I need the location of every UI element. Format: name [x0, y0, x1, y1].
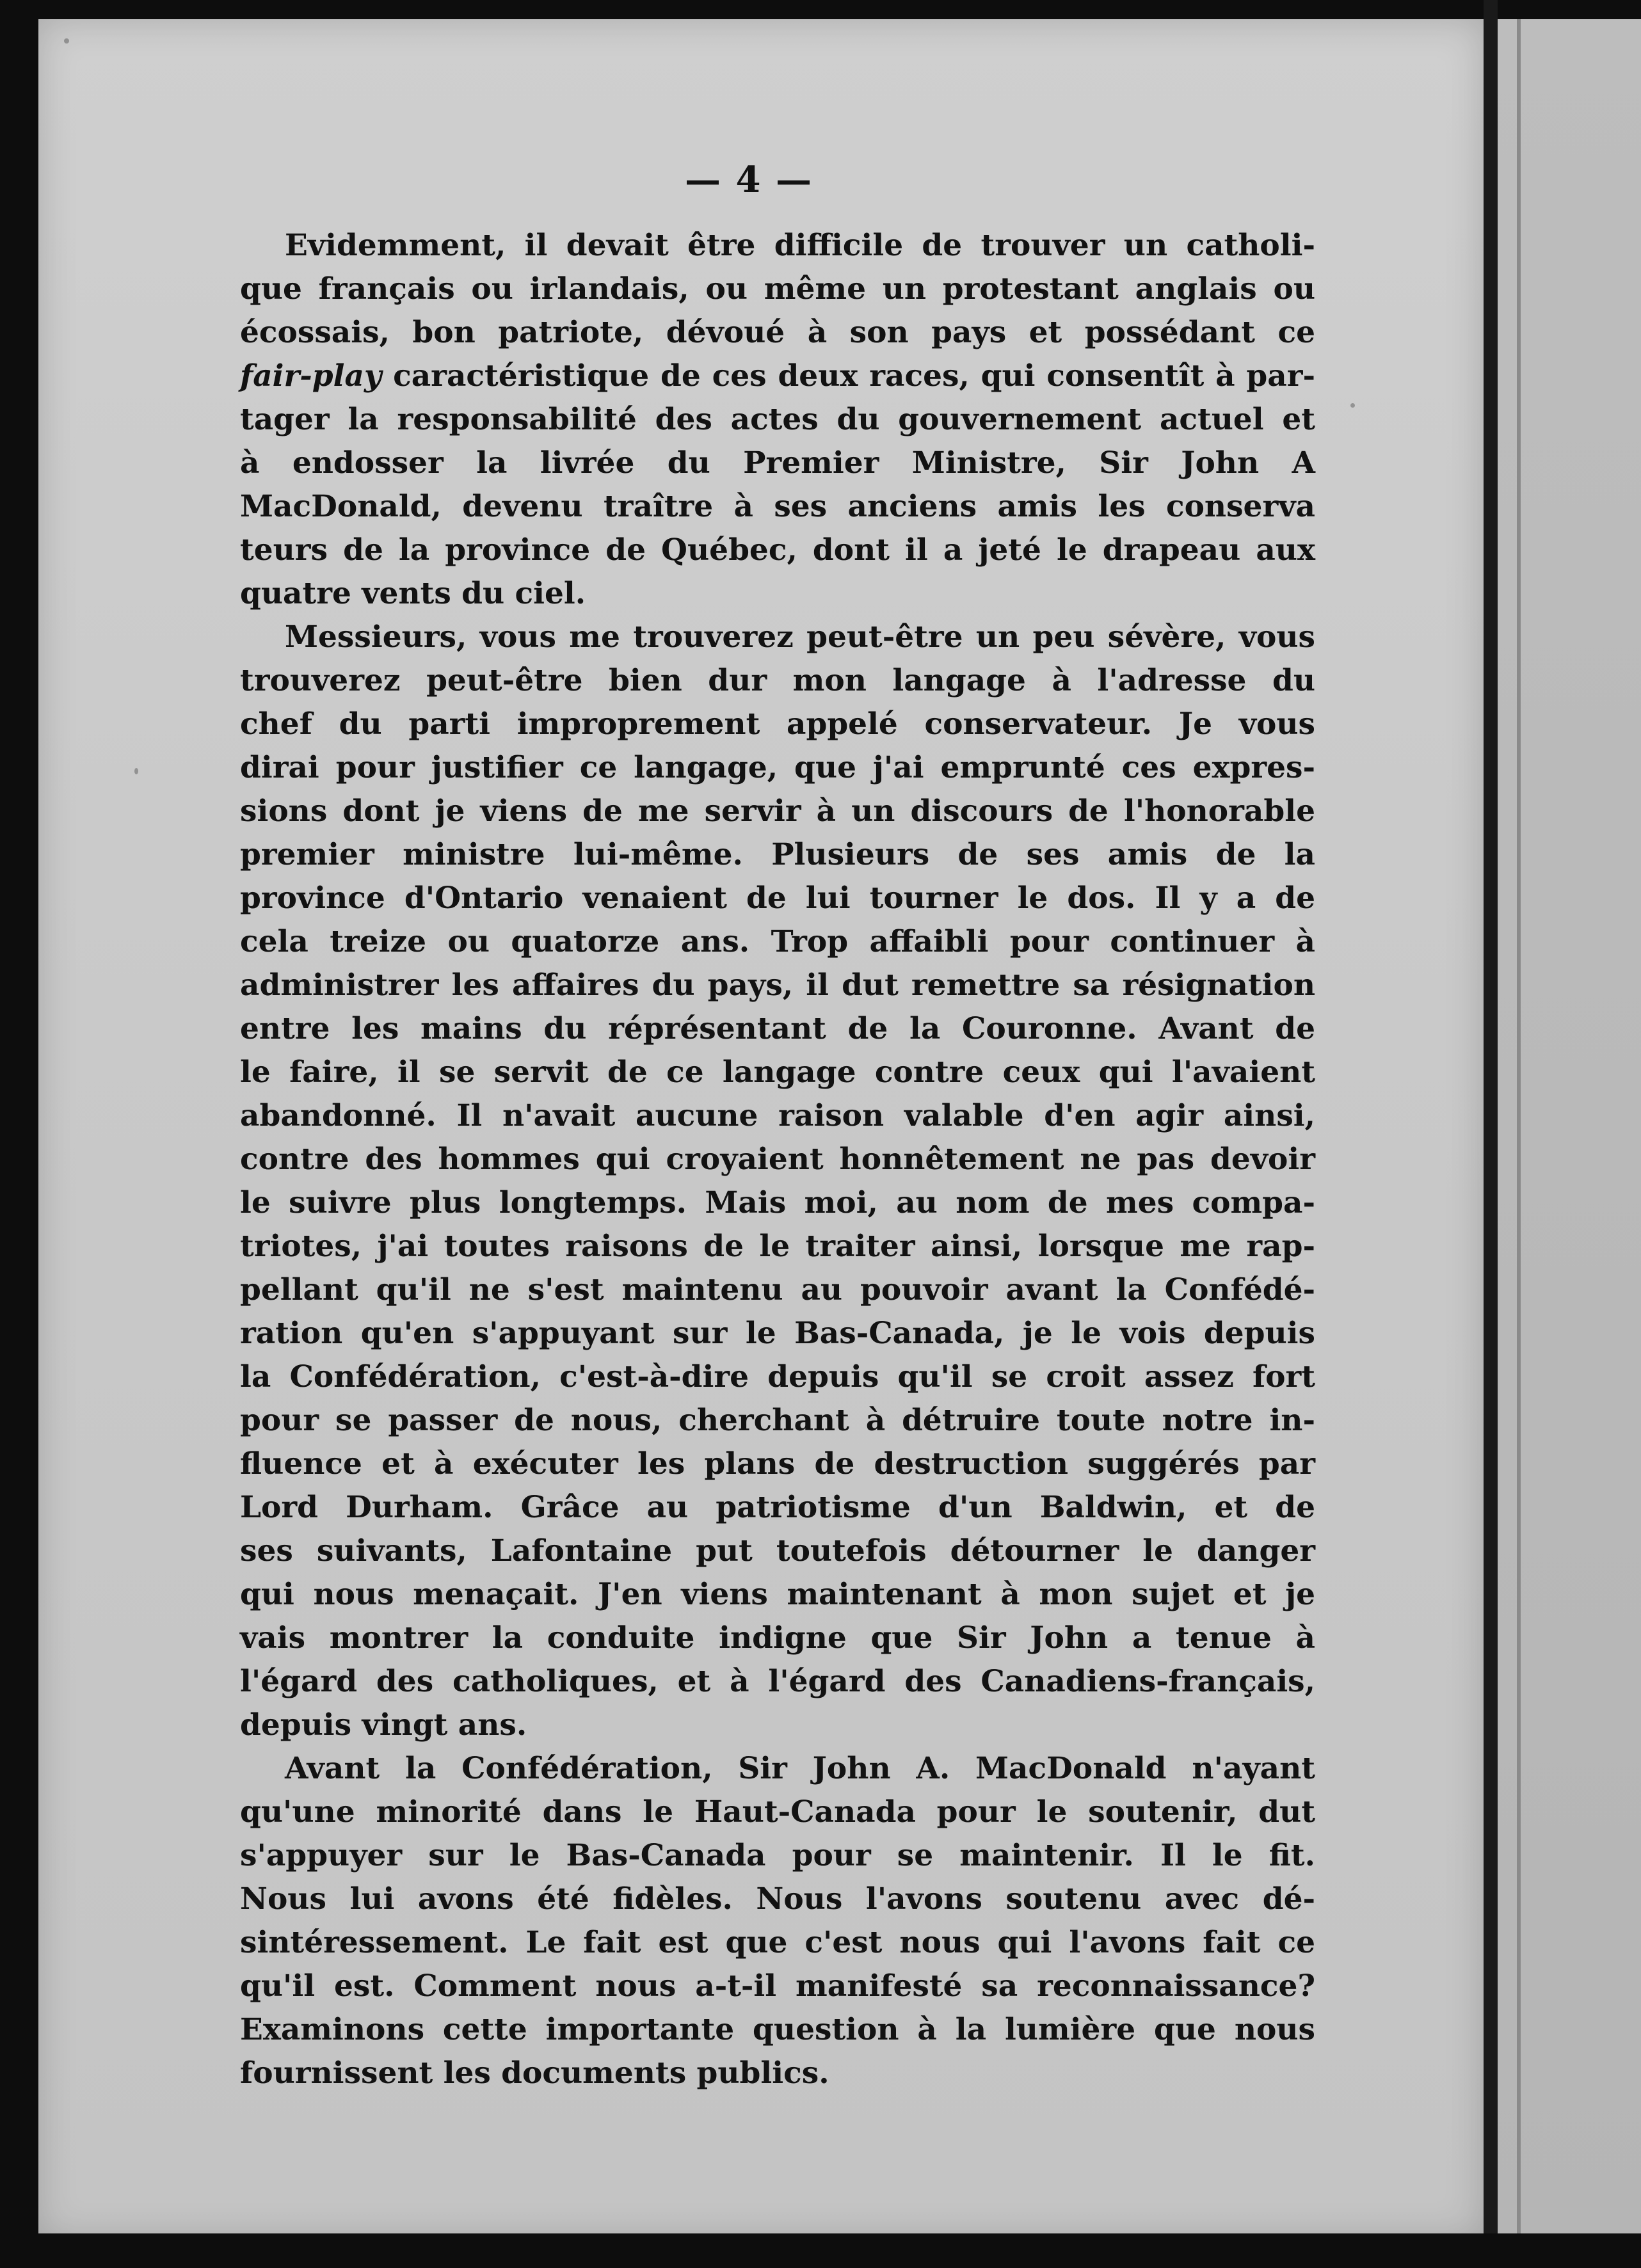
text-line: le suivre plus longtemps. Mais moi, au nom de mes compa- — [240, 1185, 1315, 1220]
text-line: que français ou irlandais, ou même un protestant anglais ou — [240, 271, 1315, 307]
page-edge-shadow — [1484, 0, 1498, 2268]
text-line: chef du parti improprement appelé conservateur. Je vous — [240, 707, 1315, 742]
print-speck — [134, 768, 138, 774]
text-line: qu'il est. Comment nous a-t-il manifesté sa reconnaissance? — [240, 1969, 1315, 2004]
text-line: province d'Ontario venaient de lui tourner le dos. Il y a de — [240, 881, 1315, 916]
text-line: l'égard des catholiques, et à l'égard des Canadiens-français, — [240, 1664, 1315, 1699]
body-text — [240, 224, 1315, 2095]
page-number: — 4 — — [685, 159, 813, 201]
text-line: qu'une minorité dans le Haut-Canada pour le soutenir, dut — [240, 1794, 1315, 1830]
text-line: Nous lui avons été fidèles. Nous l'avons soutenu avec dé- — [240, 1881, 1315, 1917]
text-line: pour se passer de nous, cherchant à détruire toute notre in- — [240, 1403, 1315, 1438]
scan-bottom-border — [0, 2233, 1641, 2268]
text-line: depuis vingt ans. — [240, 1707, 527, 1743]
text-line: s'appuyer sur le Bas-Canada pour se maintenir. Il le fit. — [240, 1838, 1315, 1873]
text-line: Avant la Confédération, Sir John A. MacDonald n'ayant — [285, 1751, 1315, 1786]
text-line: la Confédération, c'est-à-dire depuis qu'il se croit assez fort — [240, 1359, 1315, 1394]
text-line: ses suivants, Lafontaine put toutefois détourner le danger — [240, 1533, 1315, 1569]
paragraph — [240, 224, 1315, 616]
text-line: à endosser la livrée du Premier Ministre, Sir John A — [240, 445, 1315, 481]
paragraph — [240, 616, 1315, 1747]
text-line: sintéressement. Le fait est que c'est nous qui l'avons fait ce — [240, 1925, 1315, 1960]
text-line: premier ministre lui-même. Plusieurs de ses amis de la — [240, 837, 1315, 872]
text-line: pellant qu'il ne s'est maintenu au pouvoir avant la Confédé- — [240, 1272, 1315, 1307]
print-speck — [1350, 403, 1355, 408]
text-line: Lord Durham. Grâce au patriotisme d'un Baldwin, et de — [240, 1490, 1315, 1525]
text-line: fair-play caractéristique de ces deux races, qui consentît à par- — [240, 358, 1315, 394]
text-line: vais montrer la conduite indigne que Sir John a tenue à — [240, 1620, 1315, 1656]
text-line: contre des hommes qui croyaient honnêtement ne pas devoir — [240, 1142, 1315, 1177]
text-line: trouverez peut-être bien dur mon langage à l'adresse du — [240, 663, 1315, 698]
text-line: Examinons cette importante question à la lumière que nous — [240, 2012, 1315, 2047]
text-line: Messieurs, vous me trouverez peut-être un peu sévère, vous — [285, 619, 1315, 655]
text-line: ration qu'en s'appuyant sur le Bas-Canada, je le vois depuis — [240, 1316, 1315, 1351]
text-line: cela treize ou quatorze ans. Trop affaibli pour continuer à — [240, 924, 1315, 959]
text-line: triotes, j'ai toutes raisons de le traiter ainsi, lorsque me rap- — [240, 1229, 1315, 1264]
text-line: sions dont je viens de me servir à un discours de l'honorable — [240, 794, 1315, 829]
text-line: teurs de la province de Québec, dont il a jeté le drapeau aux — [240, 532, 1315, 568]
text-line: tager la responsabilité des actes du gouvernement actuel et — [240, 402, 1315, 437]
adjacent-page-gutter — [1517, 19, 1521, 2246]
print-speck — [64, 38, 69, 44]
text-line: entre les mains du réprésentant de la Couronne. Avant de — [240, 1011, 1315, 1046]
text-line: MacDonald, devenu traître à ses anciens amis les conserva — [240, 489, 1315, 524]
text-line: quatre vents du ciel. — [240, 576, 586, 611]
text-line: le faire, il se servit de ce langage contre ceux qui l'avaient — [240, 1055, 1315, 1090]
text-line: fluence et à exécuter les plans de destruction suggérés par — [240, 1446, 1315, 1481]
text-line: Evidemment, il devait être difficile de trouver un catholi- — [285, 228, 1315, 263]
text-line: dirai pour justifier ce langage, que j'ai emprunté ces expres- — [240, 750, 1315, 785]
text-line: écossais, bon patriote, dévoué à son pays et possédant ce — [240, 315, 1315, 350]
text-line: abandonné. Il n'avait aucune raison valable d'en agir ainsi, — [240, 1098, 1315, 1133]
text-line: administrer les affaires du pays, il dut remettre sa résignation — [240, 968, 1315, 1003]
text-line: qui nous menaçait. J'en viens maintenant à mon sujet et je — [240, 1577, 1315, 1612]
text-line: fournissent les documents publics. — [240, 2056, 829, 2091]
paragraph — [240, 1747, 1315, 2095]
